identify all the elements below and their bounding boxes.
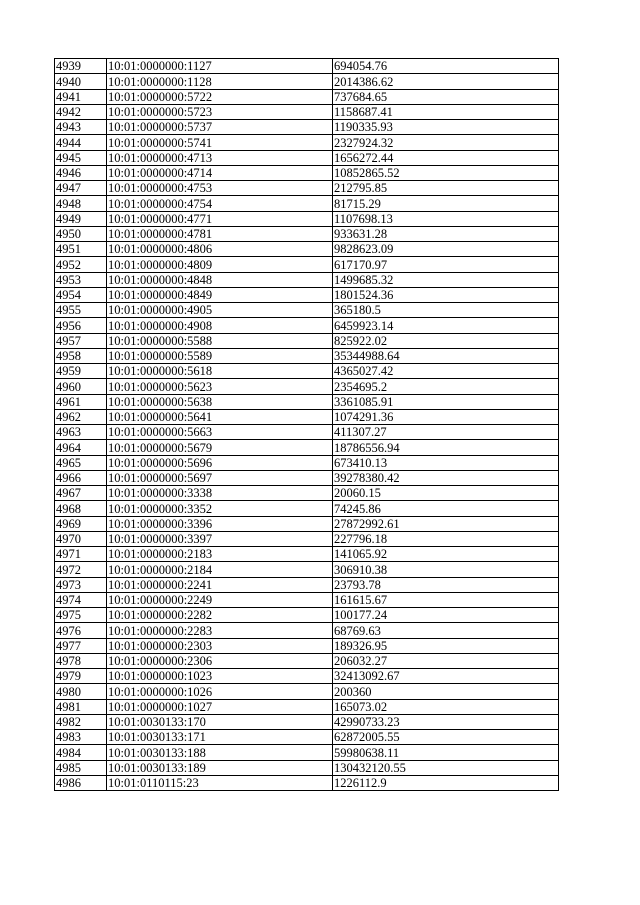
row-number-cell: 4952 [55, 257, 107, 272]
table-row [55, 59, 559, 74]
table-row [55, 165, 559, 180]
value-cell: 365180.5 [333, 303, 559, 318]
row-number-cell: 4974 [55, 592, 107, 607]
cadastral-number-cell: 10:01:0000000:5663 [107, 425, 333, 440]
row-number-cell: 4944 [55, 135, 107, 150]
cadastral-number-cell: 10:01:0000000:5697 [107, 470, 333, 485]
cadastral-number-cell: 10:01:0000000:5722 [107, 89, 333, 104]
row-number-cell: 4939 [55, 59, 107, 74]
table-row [55, 287, 559, 302]
table-row [55, 455, 559, 470]
row-number-cell: 4967 [55, 486, 107, 501]
table-row [55, 211, 559, 226]
value-cell: 6459923.14 [333, 318, 559, 333]
table-row [55, 257, 559, 272]
row-number-cell: 4951 [55, 242, 107, 257]
value-cell: 1074291.36 [333, 409, 559, 424]
value-cell: 161615.67 [333, 592, 559, 607]
cadastral-number-cell: 10:01:0000000:5588 [107, 333, 333, 348]
table-row [55, 760, 559, 775]
cadastral-number-cell: 10:01:0000000:5641 [107, 409, 333, 424]
row-number-cell: 4962 [55, 409, 107, 424]
value-cell: 673410.13 [333, 455, 559, 470]
row-number-cell: 4982 [55, 714, 107, 729]
row-number-cell: 4949 [55, 211, 107, 226]
table-row [55, 135, 559, 150]
value-cell: 1107698.13 [333, 211, 559, 226]
cadastral-number-cell: 10:01:0000000:2241 [107, 577, 333, 592]
cadastral-number-cell: 10:01:0000000:2249 [107, 592, 333, 607]
row-number-cell: 4958 [55, 348, 107, 363]
row-number-cell: 4978 [55, 653, 107, 668]
value-cell: 189326.95 [333, 638, 559, 653]
cadastral-number-cell: 10:01:0000000:2306 [107, 653, 333, 668]
row-number-cell: 4981 [55, 699, 107, 714]
table-row [55, 470, 559, 485]
table-row [55, 120, 559, 135]
table-row [55, 699, 559, 714]
cadastral-number-cell: 10:01:0000000:5741 [107, 135, 333, 150]
row-number-cell: 4973 [55, 577, 107, 592]
cadastral-number-cell: 10:01:0000000:4809 [107, 257, 333, 272]
cadastral-number-cell: 10:01:0000000:4908 [107, 318, 333, 333]
value-cell: 27872992.61 [333, 516, 559, 531]
table-row [55, 775, 559, 790]
cadastral-number-cell: 10:01:0000000:5638 [107, 394, 333, 409]
value-cell: 23793.78 [333, 577, 559, 592]
table-row [55, 623, 559, 638]
row-number-cell: 4960 [55, 379, 107, 394]
table-row [55, 638, 559, 653]
table-row [55, 242, 559, 257]
table-row [55, 318, 559, 333]
table-row [55, 486, 559, 501]
value-cell: 9828623.09 [333, 242, 559, 257]
table-row [55, 425, 559, 440]
table-row [55, 333, 559, 348]
cadastral-number-cell: 10:01:0000000:4905 [107, 303, 333, 318]
row-number-cell: 4969 [55, 516, 107, 531]
table-row [55, 89, 559, 104]
cadastral-number-cell: 10:01:0000000:3352 [107, 501, 333, 516]
table-row [55, 150, 559, 165]
cadastral-number-cell: 10:01:0000000:5623 [107, 379, 333, 394]
row-number-cell: 4971 [55, 547, 107, 562]
cadastral-number-cell: 10:01:0000000:5589 [107, 348, 333, 363]
row-number-cell: 4957 [55, 333, 107, 348]
value-cell: 81715.29 [333, 196, 559, 211]
value-cell: 212795.85 [333, 181, 559, 196]
row-number-cell: 4979 [55, 669, 107, 684]
value-cell: 1158687.41 [333, 104, 559, 119]
value-cell: 100177.24 [333, 608, 559, 623]
row-number-cell: 4983 [55, 730, 107, 745]
value-cell: 130432120.55 [333, 760, 559, 775]
cadastral-number-cell: 10:01:0000000:1127 [107, 59, 333, 74]
row-number-cell: 4964 [55, 440, 107, 455]
table-row [55, 547, 559, 562]
cadastral-number-cell: 10:01:0000000:4806 [107, 242, 333, 257]
cadastral-number-cell: 10:01:0000000:5618 [107, 364, 333, 379]
cadastral-number-cell: 10:01:0000000:3396 [107, 516, 333, 531]
cadastral-number-cell: 10:01:0000000:4713 [107, 150, 333, 165]
value-cell: 2014386.62 [333, 74, 559, 89]
row-number-cell: 4948 [55, 196, 107, 211]
cadastral-number-cell: 10:01:0000000:2303 [107, 638, 333, 653]
table-row [55, 501, 559, 516]
row-number-cell: 4984 [55, 745, 107, 760]
table-row [55, 714, 559, 729]
cadastral-number-cell: 10:01:0000000:2283 [107, 623, 333, 638]
value-cell: 2327924.32 [333, 135, 559, 150]
value-cell: 1499685.32 [333, 272, 559, 287]
cadastral-number-cell: 10:01:0030133:171 [107, 730, 333, 745]
table-row [55, 379, 559, 394]
value-cell: 1226112.9 [333, 775, 559, 790]
cadastral-number-cell: 10:01:0000000:2183 [107, 547, 333, 562]
value-cell: 306910.38 [333, 562, 559, 577]
cadastral-number-cell: 10:01:0000000:3397 [107, 531, 333, 546]
row-number-cell: 4943 [55, 120, 107, 135]
row-number-cell: 4946 [55, 165, 107, 180]
cadastral-number-cell: 10:01:0000000:2282 [107, 608, 333, 623]
row-number-cell: 4968 [55, 501, 107, 516]
cadastral-number-cell: 10:01:0000000:1026 [107, 684, 333, 699]
row-number-cell: 4940 [55, 74, 107, 89]
cadastral-number-cell: 10:01:0110115:23 [107, 775, 333, 790]
value-cell: 42990733.23 [333, 714, 559, 729]
value-cell: 59980638.11 [333, 745, 559, 760]
row-number-cell: 4980 [55, 684, 107, 699]
row-number-cell: 4955 [55, 303, 107, 318]
table-row [55, 531, 559, 546]
value-cell: 32413092.67 [333, 669, 559, 684]
cadastral-number-cell: 10:01:0000000:4849 [107, 287, 333, 302]
row-number-cell: 4986 [55, 775, 107, 790]
cadastral-number-cell: 10:01:0000000:4753 [107, 181, 333, 196]
cadastral-number-cell: 10:01:0000000:4754 [107, 196, 333, 211]
cadastral-number-cell: 10:01:0000000:3338 [107, 486, 333, 501]
table-row [55, 562, 559, 577]
cadastral-number-cell: 10:01:0000000:1023 [107, 669, 333, 684]
row-number-cell: 4959 [55, 364, 107, 379]
table-row [55, 74, 559, 89]
row-number-cell: 4977 [55, 638, 107, 653]
value-cell: 10852865.52 [333, 165, 559, 180]
row-number-cell: 4954 [55, 287, 107, 302]
cadastral-number-cell: 10:01:0030133:170 [107, 714, 333, 729]
table-row [55, 669, 559, 684]
value-cell: 165073.02 [333, 699, 559, 714]
value-cell: 737684.65 [333, 89, 559, 104]
row-number-cell: 4961 [55, 394, 107, 409]
row-number-cell: 4953 [55, 272, 107, 287]
value-cell: 68769.63 [333, 623, 559, 638]
row-number-cell: 4985 [55, 760, 107, 775]
value-cell: 74245.86 [333, 501, 559, 516]
value-cell: 35344988.64 [333, 348, 559, 363]
table-row [55, 348, 559, 363]
cadastral-number-cell: 10:01:0000000:4848 [107, 272, 333, 287]
table-row [55, 577, 559, 592]
cadastral-number-cell: 10:01:0000000:1027 [107, 699, 333, 714]
cadastral-number-cell: 10:01:0000000:4714 [107, 165, 333, 180]
value-cell: 1190335.93 [333, 120, 559, 135]
value-cell: 20060.15 [333, 486, 559, 501]
value-cell: 3361085.91 [333, 394, 559, 409]
row-number-cell: 4945 [55, 150, 107, 165]
value-cell: 617170.97 [333, 257, 559, 272]
row-number-cell: 4941 [55, 89, 107, 104]
cadastral-number-cell: 10:01:0000000:4771 [107, 211, 333, 226]
row-number-cell: 4950 [55, 226, 107, 241]
row-number-cell: 4975 [55, 608, 107, 623]
value-cell: 62872005.55 [333, 730, 559, 745]
value-cell: 411307.27 [333, 425, 559, 440]
value-cell: 39278380.42 [333, 470, 559, 485]
cadastral-number-cell: 10:01:0000000:5723 [107, 104, 333, 119]
cadastral-number-cell: 10:01:0000000:2184 [107, 562, 333, 577]
data-table [54, 58, 559, 791]
table-row [55, 730, 559, 745]
table-row [55, 592, 559, 607]
table-row [55, 745, 559, 760]
table-row [55, 440, 559, 455]
cadastral-number-cell: 10:01:0000000:5737 [107, 120, 333, 135]
cadastral-number-cell: 10:01:0000000:4781 [107, 226, 333, 241]
row-number-cell: 4956 [55, 318, 107, 333]
value-cell: 694054.76 [333, 59, 559, 74]
cadastral-number-cell: 10:01:0030133:189 [107, 760, 333, 775]
row-number-cell: 4976 [55, 623, 107, 638]
cadastral-number-cell: 10:01:0000000:1128 [107, 74, 333, 89]
row-number-cell: 4947 [55, 181, 107, 196]
row-number-cell: 4972 [55, 562, 107, 577]
row-number-cell: 4965 [55, 455, 107, 470]
table-row [55, 684, 559, 699]
value-cell: 206032.27 [333, 653, 559, 668]
table-row [55, 303, 559, 318]
value-cell: 200360 [333, 684, 559, 699]
value-cell: 1801524.36 [333, 287, 559, 302]
value-cell: 2354695.2 [333, 379, 559, 394]
table-row [55, 181, 559, 196]
table-row [55, 196, 559, 211]
cadastral-number-cell: 10:01:0030133:188 [107, 745, 333, 760]
row-number-cell: 4970 [55, 531, 107, 546]
table-row [55, 394, 559, 409]
cadastral-number-cell: 10:01:0000000:5679 [107, 440, 333, 455]
table-row [55, 516, 559, 531]
value-cell: 227796.18 [333, 531, 559, 546]
table-row [55, 653, 559, 668]
value-cell: 825922.02 [333, 333, 559, 348]
table-body [55, 59, 559, 791]
table-row [55, 608, 559, 623]
row-number-cell: 4966 [55, 470, 107, 485]
table-row [55, 364, 559, 379]
table-row [55, 272, 559, 287]
row-number-cell: 4942 [55, 104, 107, 119]
table-row [55, 104, 559, 119]
value-cell: 4365027.42 [333, 364, 559, 379]
value-cell: 18786556.94 [333, 440, 559, 455]
cadastral-number-cell: 10:01:0000000:5696 [107, 455, 333, 470]
table-row [55, 409, 559, 424]
value-cell: 141065.92 [333, 547, 559, 562]
table-row [55, 226, 559, 241]
value-cell: 933631.28 [333, 226, 559, 241]
row-number-cell: 4963 [55, 425, 107, 440]
value-cell: 1656272.44 [333, 150, 559, 165]
